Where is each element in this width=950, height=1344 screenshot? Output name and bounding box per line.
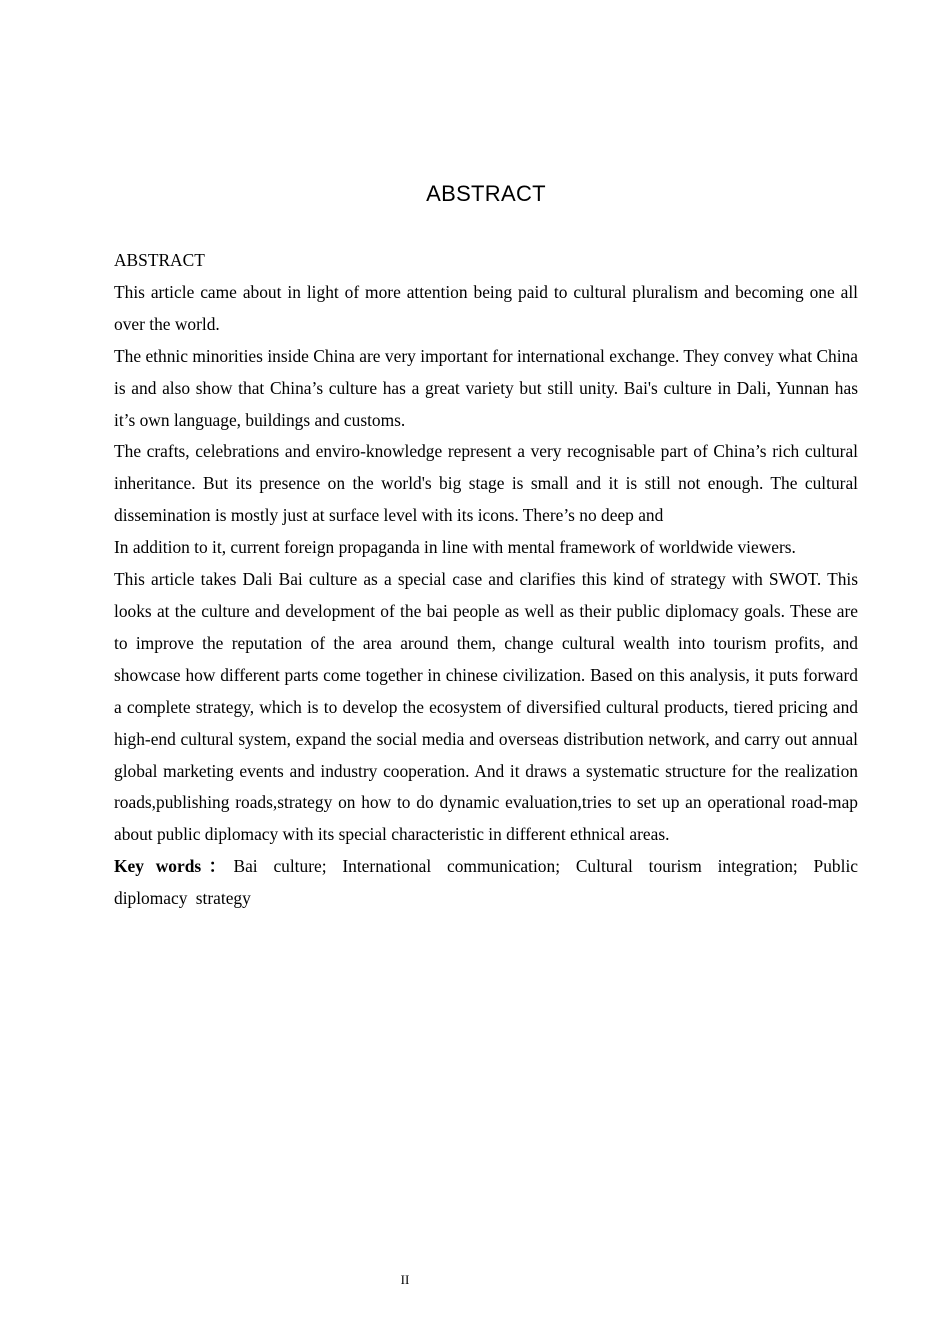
abstract-body <box>114 245 858 915</box>
page-number: II <box>400 1272 410 1287</box>
keywords-paragraph <box>114 851 858 915</box>
paragraph-2: The ethnic minorities inside China are very important for international exchange. They convey what China is and also show that China’s culture has a great variety but still unity. Bai's culture in Dali, Yunnan has it’s own language, buildings and customs. <box>114 345 858 430</box>
page-title: ABSTRACT <box>426 181 546 206</box>
abstract-heading: ABSTRACT <box>114 250 205 270</box>
keywords-label: Key words： <box>114 856 234 877</box>
keywords-text: Bai culture; International communication; Cultural tourism integration; Public diplomacy strategy <box>114 856 859 909</box>
paragraph-5: This article takes Dali Bai culture as a special case and clarifies this kind of strategy with SWOT. This looks at the culture and development of the bai people as well as their public diplomacy goals. These are to improve the reputation of the area around them, change cultural wealth into tourism profits, and showcase how different parts come together in chinese civilization. Based on this analysis, it puts forward a complete strategy, which is to develop the ecosystem of diversified cultural products, tiered pricing and high-end cultural system, expand the social media and overseas distribution network, and carry out annual global marketing events and industry cooperation. And it draws a systematic structure for the realization roads,publishing roads,strategy on how to do dynamic evaluation,tries to set up an operational road-map about public diplomacy with its special characteristic in different ethnical areas. <box>114 569 858 845</box>
paragraph-4: In addition to it, current foreign propaganda in line with mental framework of worldwide viewers. <box>114 537 796 558</box>
paragraph-3: The crafts, celebrations and enviro-knowledge represent a very recognisable part of China’s rich cultural inheritance. But its presence on the world's big stage is small and it is still not enough. The cultural dissemination is mostly just at surface level with its icons. There’s no deep and <box>114 441 858 526</box>
paragraph-1: This article came about in light of more attention being paid to cultural pluralism and becoming one all over the world. <box>114 281 858 334</box>
